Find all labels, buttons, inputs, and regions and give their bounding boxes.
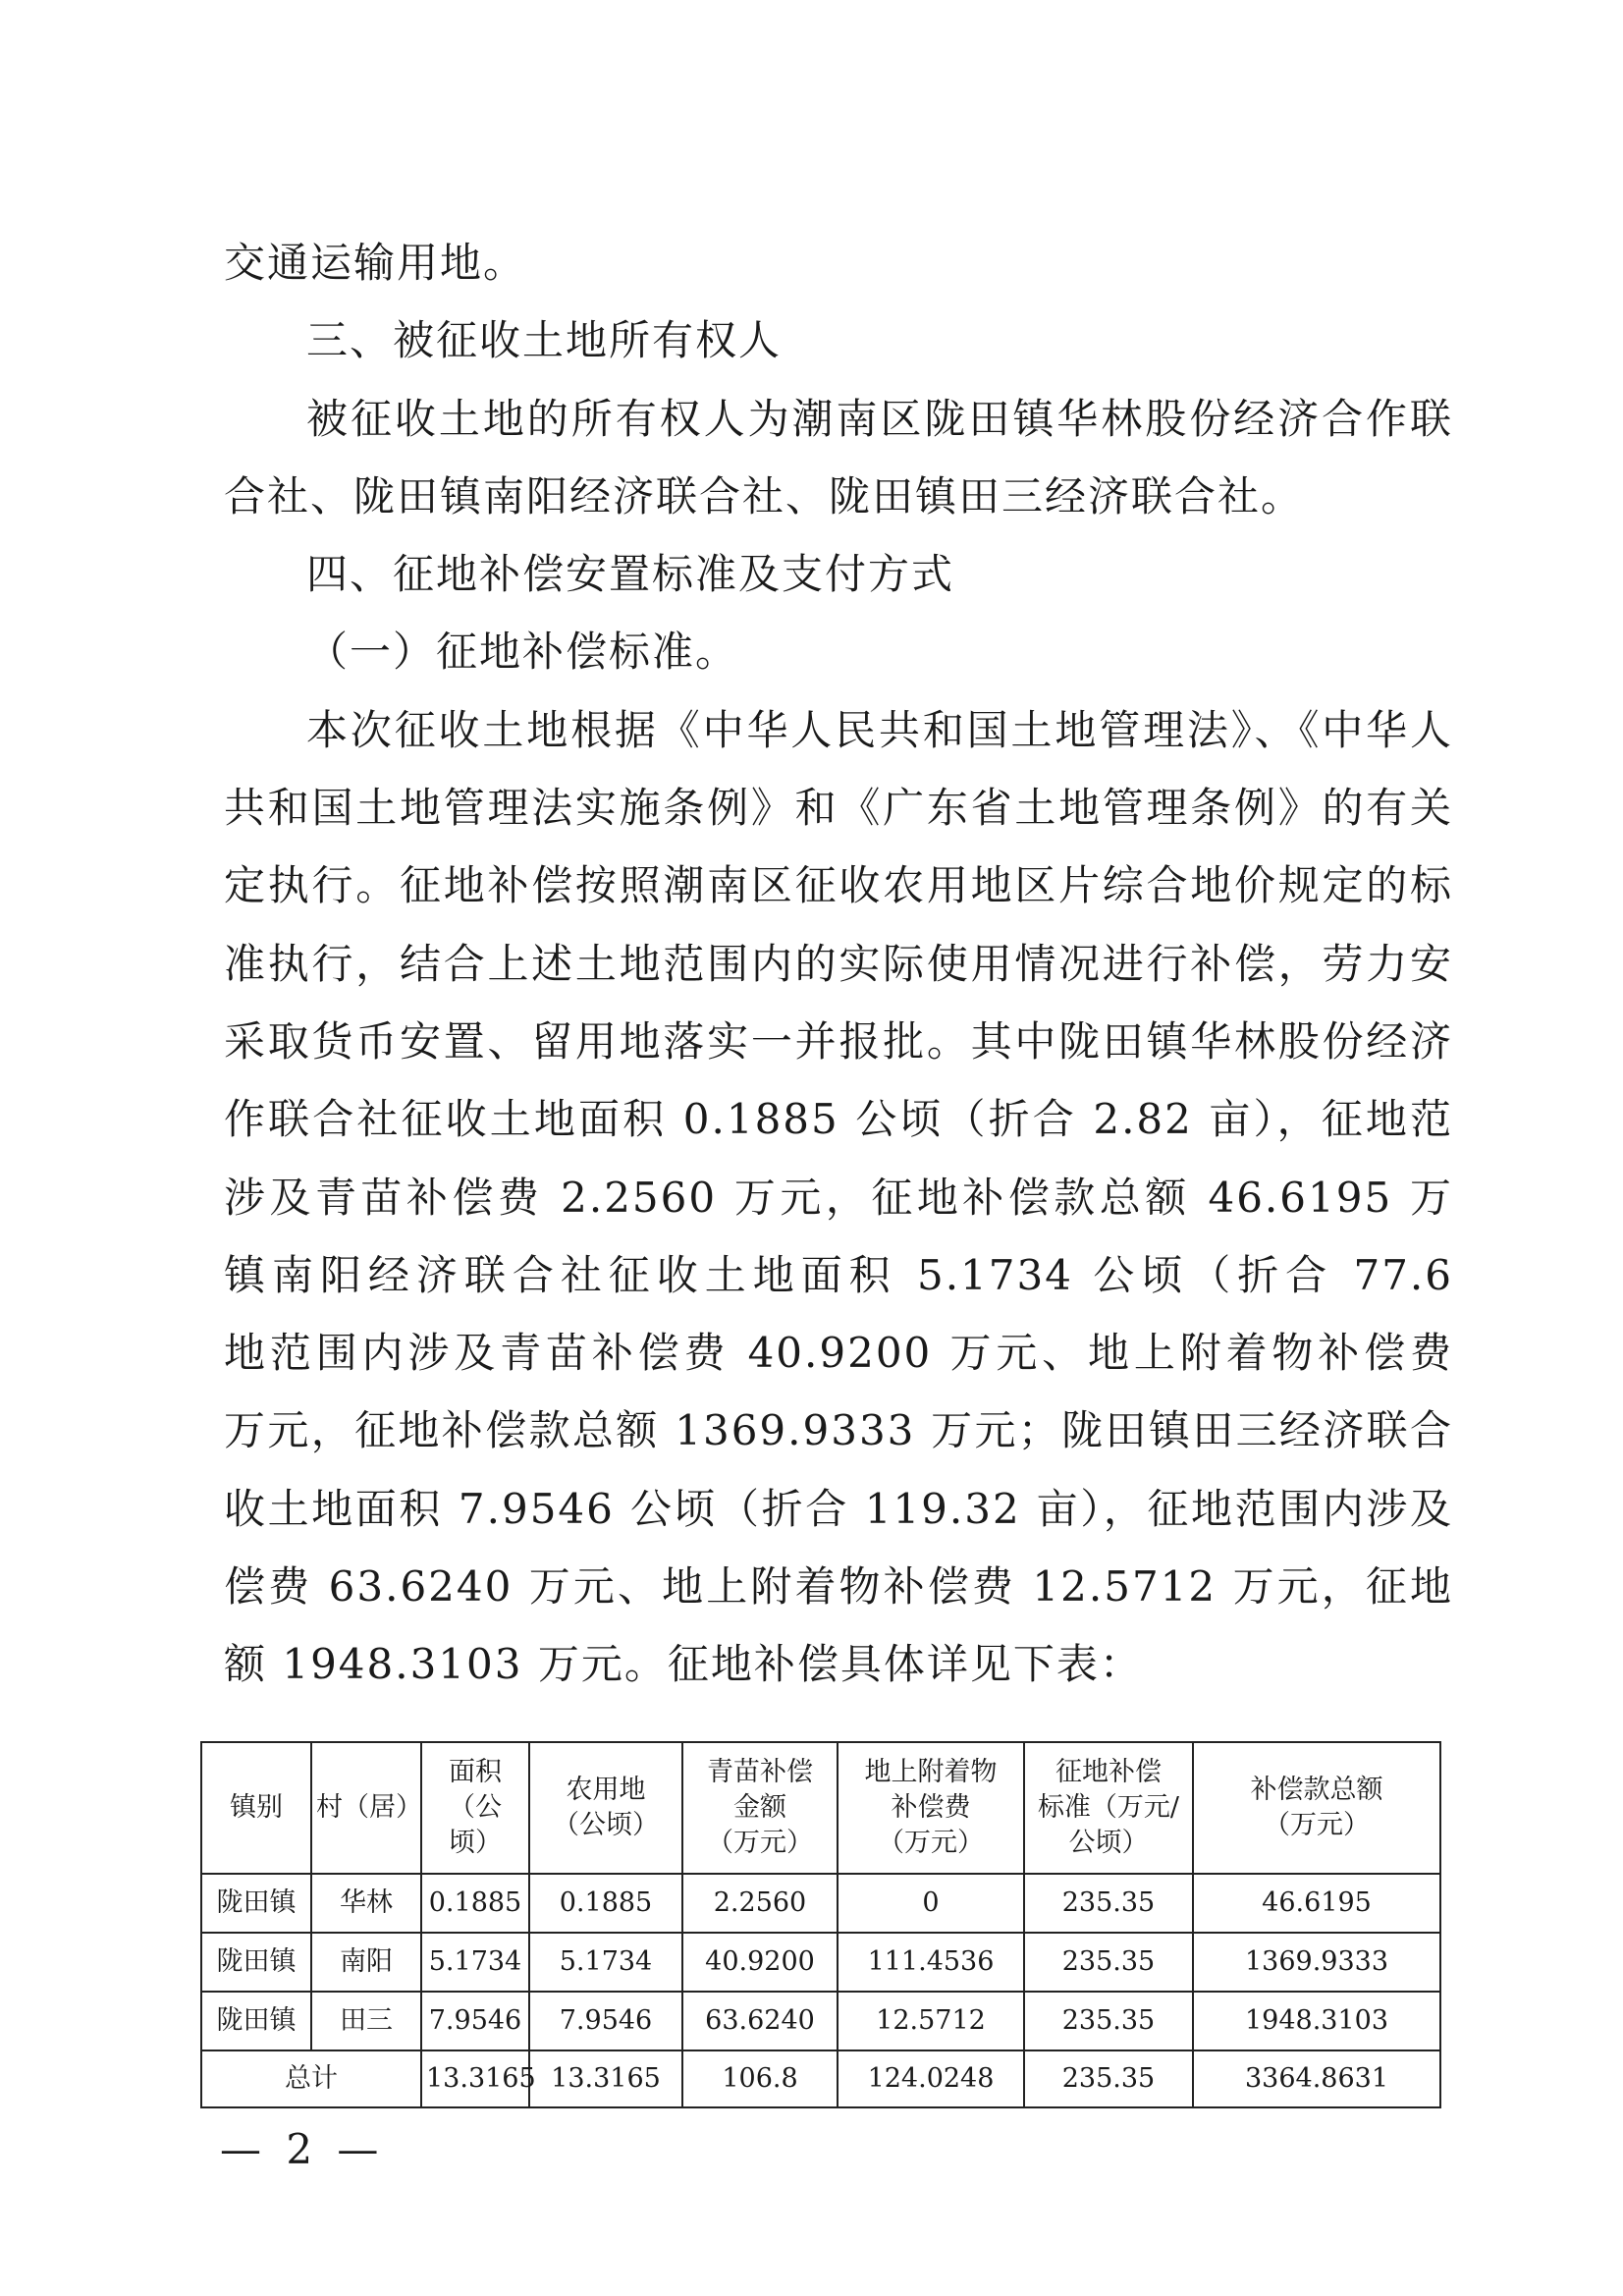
text-line: 涉及青苗补偿费 2.2560 万元，征地补偿款总额 46.6195 万 [224,1173,1453,1222]
cell-village: 华林 [311,1874,421,1933]
total-standard: 235.35 [1024,2050,1193,2107]
cell-crop-compensation: 40.9200 [682,1933,838,1992]
total-attachment-compensation: 124.0248 [838,2050,1024,2107]
header-village: 村（居） [311,1742,421,1874]
cell-farmland: 0.1885 [529,1874,682,1933]
table-row [201,1992,1440,2050]
text-line: 被征收土地的所有权人为潮南区陇田镇华林股份经济合作联 [306,394,1453,443]
header-standard: 征地补偿 标准（万元/ 公顷） [1024,1742,1193,1874]
cell-farmland: 5.1734 [529,1933,682,1992]
body-text [224,224,1453,1704]
cell-total-amount: 46.6195 [1193,1874,1440,1933]
total-label: 总计 [201,2050,421,2107]
cell-crop-compensation: 2.2560 [682,1874,838,1933]
text-line: 采取货币安置、留用地落实一并报批。其中陇田镇华林股份经济 [224,1016,1453,1066]
total-farmland: 13.3165 [529,2050,682,2107]
cell-town: 陇田镇 [201,1933,311,1992]
page-number: — 2 — [220,2125,385,2173]
cell-town: 陇田镇 [201,1874,311,1933]
text-line: 准执行，结合上述土地范围内的实际使用情况进行补偿，劳力安 [224,939,1453,988]
text-line: （一）征地补偿标准。 [306,628,739,677]
text-line: 额 1948.3103 万元。征地补偿具体详见下表： [224,1640,1143,1689]
table-row [201,1874,1440,1933]
header-farmland: 农用地 （公顷） [529,1742,682,1874]
cell-area: 0.1885 [421,1874,529,1933]
cell-farmland: 7.9546 [529,1992,682,2050]
cell-area: 7.9546 [421,1992,529,2050]
text-line: 交通运输用地。 [224,239,527,287]
compensation-table [200,1741,1441,2108]
cell-town: 陇田镇 [201,1992,311,2050]
cell-standard: 235.35 [1024,1933,1193,1992]
cell-crop-compensation: 63.6240 [682,1992,838,2050]
table-body [201,1742,1440,2107]
header-total-amount: 补偿款总额 （万元） [1193,1742,1440,1874]
text-line: 四、征地补偿安置标准及支付方式 [306,550,955,599]
cell-attachment-compensation: 0 [838,1874,1024,1933]
text-line: 三、被征收土地所有权人 [306,316,783,365]
text-line: 合社、陇田镇南阳经济联合社、陇田镇田三经济联合社。 [224,471,1305,520]
text-line: 万元，征地补偿款总额 1369.9333 万元；陇田镇田三经济联合 [224,1406,1453,1455]
text-line: 镇南阳经济联合社征收土地面积 5.1734 公顷（折合 77.6 [224,1250,1453,1299]
header-area: 面积 （公 顷） [421,1742,529,1874]
header-crop-compensation: 青苗补偿 金额 （万元） [682,1742,838,1874]
table-header-row [201,1742,1440,1874]
total-crop-compensation: 106.8 [682,2050,838,2107]
text-line: 本次征收土地根据《中华人民共和国土地管理法》、《中华人 [306,705,1453,754]
cell-village: 田三 [311,1992,421,2050]
header-attachment-compensation: 地上附着物 补偿费 （万元） [838,1742,1024,1874]
table-total-row [201,2050,1440,2107]
table-row [201,1933,1440,1992]
cell-standard: 235.35 [1024,1874,1193,1933]
cell-standard: 235.35 [1024,1992,1193,2050]
text-line: 共和国土地管理法实施条例》和《广东省土地管理条例》的有关 [224,784,1453,833]
cell-attachment-compensation: 111.4536 [838,1933,1024,1992]
text-line: 定执行。征地补偿按照潮南区征收农用地区片综合地价规定的标 [224,861,1453,910]
total-amount: 3364.8631 [1193,2050,1440,2107]
cell-village: 南阳 [311,1933,421,1992]
cell-total-amount: 1948.3103 [1193,1992,1440,2050]
header-town: 镇别 [201,1742,311,1874]
text-line: 收土地面积 7.9546 公顷（折合 119.32 亩），征地范围内涉及 [224,1484,1453,1533]
text-line: 作联合社征收土地面积 0.1885 公顷（折合 2.82 亩），征地范 [224,1095,1453,1144]
text-line: 偿费 63.6240 万元、地上附着物补偿费 12.5712 万元，征地 [224,1562,1453,1612]
cell-area: 5.1734 [421,1933,529,1992]
text-line: 地范围内涉及青苗补偿费 40.9200 万元、地上附着物补偿费 [224,1329,1453,1378]
total-area: 13.3165 [421,2050,529,2107]
cell-attachment-compensation: 12.5712 [838,1992,1024,2050]
cell-total-amount: 1369.9333 [1193,1933,1440,1992]
